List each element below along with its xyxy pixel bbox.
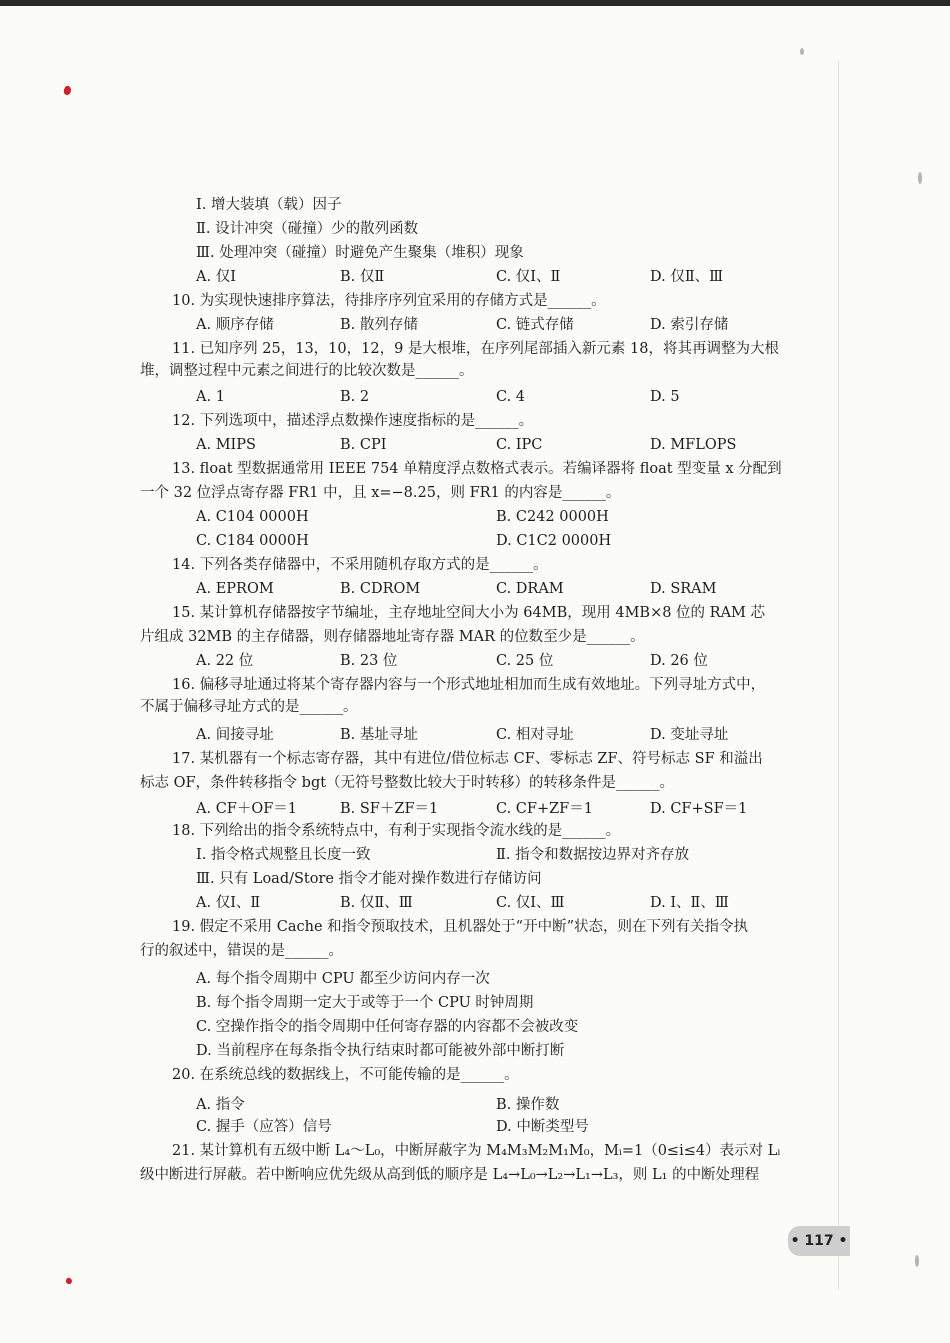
text-line: 13. float 型数据通常用 IEEE 754 单精度浮点数格式表示。若编译器将 float 型变量 x 分配到 bbox=[172, 461, 782, 477]
text-line: A. 仅Ⅰ bbox=[196, 269, 236, 285]
text-line: B. C242 0000H bbox=[496, 509, 609, 525]
text-line: B. SF＋ZF＝1 bbox=[340, 801, 439, 817]
page-number: • 117 • bbox=[788, 1226, 850, 1256]
text-line: Ⅱ. 设计冲突（碰撞）少的散列函数 bbox=[196, 221, 419, 237]
text-line: B. CPI bbox=[340, 437, 387, 453]
text-line: C. 25 位 bbox=[496, 653, 554, 669]
text-line: A. 每个指令周期中 CPU 都至少访问内存一次 bbox=[196, 971, 490, 987]
text-line: D. 26 位 bbox=[650, 653, 708, 669]
text-line: 14. 下列各类存储器中，不采用随机存取方式的是______。 bbox=[172, 557, 548, 573]
text-line: D. 中断类型号 bbox=[496, 1119, 589, 1135]
text-line: 16. 偏移寻址通过将某个寄存器内容与一个形式地址相加而生成有效地址。下列寻址方式中， bbox=[172, 677, 766, 693]
text-line: D. C1C2 0000H bbox=[496, 533, 612, 549]
text-line: A. 指令 bbox=[196, 1097, 245, 1113]
text-line: B. 基址寻址 bbox=[340, 727, 418, 743]
text-line: 20. 在系统总线的数据线上，不可能传输的是______。 bbox=[172, 1067, 519, 1083]
text-line: 堆，调整过程中元素之间进行的比较次数是______。 bbox=[140, 363, 474, 379]
text-line: D. 当前程序在每条指令执行结束时都可能被外部中断打断 bbox=[196, 1043, 565, 1059]
text-line: A. 间接寻址 bbox=[196, 727, 274, 743]
text-line: Ⅰ. 指令格式规整且长度一致 bbox=[196, 847, 371, 863]
text-line: D. 5 bbox=[650, 389, 680, 405]
text-line: B. 每个指令周期一定大于或等于一个 CPU 时钟周期 bbox=[196, 995, 534, 1011]
text-line: D. CF+SF＝1 bbox=[650, 801, 748, 817]
text-line: C. 握手（应答）信号 bbox=[196, 1119, 332, 1135]
text-line: A. MIPS bbox=[196, 437, 256, 453]
text-line: A. EPROM bbox=[196, 581, 274, 597]
text-line: 15. 某计算机存储器按字节编址，主存地址空间大小为 64MB，现用 4MB×8 位的 RAM 芯 bbox=[172, 605, 766, 621]
text-line: A. 1 bbox=[196, 389, 225, 405]
text-line: 19. 假定不采用 Cache 和指令预取技术，且机器处于“开中断”状态，则在下列有关指令执 bbox=[172, 919, 748, 935]
text-line: Ⅲ. 只有 Load/Store 指令才能对操作数进行存储访问 bbox=[196, 871, 542, 887]
text-line: B. 仅Ⅱ、Ⅲ bbox=[340, 895, 413, 911]
text-line: C. IPC bbox=[496, 437, 543, 453]
text-line: 不属于偏移寻址方式的是______。 bbox=[140, 699, 358, 715]
red-ink-mark bbox=[65, 1277, 73, 1285]
text-line: A. 22 位 bbox=[196, 653, 254, 669]
text-line: A. CF＋OF＝1 bbox=[196, 801, 298, 817]
text-line: D. 仅Ⅱ、Ⅲ bbox=[650, 269, 724, 285]
text-line: A. C104 0000H bbox=[196, 509, 309, 525]
text-line: B. 操作数 bbox=[496, 1097, 560, 1113]
scan-speck bbox=[800, 48, 804, 55]
text-line: 级中断进行屏蔽。若中断响应优先级从高到低的顺序是 L₄→L₀→L₂→L₁→L₃，则 L₁ 的中断处理程 bbox=[140, 1167, 760, 1183]
text-line: Ⅰ. 增大装填（载）因子 bbox=[196, 197, 342, 213]
text-line: D. Ⅰ、Ⅱ、Ⅲ bbox=[650, 895, 729, 911]
text-line: 片组成 32MB 的主存储器，则存储器地址寄存器 MAR 的位数至少是______。 bbox=[140, 629, 645, 645]
text-line: B. 散列存储 bbox=[340, 317, 418, 333]
text-line: D. 变址寻址 bbox=[650, 727, 729, 743]
text-line: 11. 已知序列 25，13，10，12，9 是大根堆，在序列尾部插入新元素 18，将其再调整为大根 bbox=[172, 341, 779, 357]
text-line: D. 索引存储 bbox=[650, 317, 729, 333]
page-edge-line bbox=[838, 60, 839, 1290]
text-line: A. 顺序存储 bbox=[196, 317, 274, 333]
text-line: C. 空操作指令的指令周期中任何寄存器的内容都不会被改变 bbox=[196, 1019, 579, 1035]
text-line: B. 2 bbox=[340, 389, 370, 405]
scan-speck bbox=[915, 1255, 919, 1267]
text-line: D. MFLOPS bbox=[650, 437, 737, 453]
text-line: D. SRAM bbox=[650, 581, 717, 597]
text-line: C. 4 bbox=[496, 389, 526, 405]
text-line: B. CDROM bbox=[340, 581, 421, 597]
text-line: 17. 某机器有一个标志寄存器，其中有进位/借位标志 CF、零标志 ZF、符号标志 SF 和溢出 bbox=[172, 751, 763, 767]
text-line: C. CF+ZF＝1 bbox=[496, 801, 593, 817]
text-line: B. 仅Ⅱ bbox=[340, 269, 385, 285]
text-line: 一个 32 位浮点寄存器 FR1 中，且 x=−8.25，则 FR1 的内容是______。 bbox=[140, 485, 621, 501]
scan-speck bbox=[918, 172, 922, 184]
text-line: C. 仅Ⅰ、Ⅲ bbox=[496, 895, 565, 911]
text-line: 12. 下列选项中，描述浮点数操作速度指标的是______。 bbox=[172, 413, 534, 429]
text-line: 18. 下列给出的指令系统特点中，有利于实现指令流水线的是______。 bbox=[172, 823, 621, 839]
text-line: C. C184 0000H bbox=[196, 533, 309, 549]
text-line: 21. 某计算机有五级中断 L₄～L₀，中断屏蔽字为 M₄M₃M₂M₁M₀，Mᵢ=1（0≤i≤4）表示对 Lᵢ bbox=[172, 1143, 781, 1159]
red-ink-mark bbox=[63, 85, 73, 96]
text-line: 10. 为实现快速排序算法，待排序序列宜采用的存储方式是______。 bbox=[172, 293, 606, 309]
text-line: 标志 OF，条件转移指令 bgt（无符号整数比较大于时转移）的转移条件是______。 bbox=[140, 775, 675, 791]
text-line: C. 相对寻址 bbox=[496, 727, 574, 743]
text-line: A. 仅Ⅰ、Ⅱ bbox=[196, 895, 261, 911]
text-line: 行的叙述中，错误的是______。 bbox=[140, 943, 343, 959]
text-line: C. 链式存储 bbox=[496, 317, 574, 333]
text-line: B. 23 位 bbox=[340, 653, 398, 669]
text-line: C. DRAM bbox=[496, 581, 564, 597]
text-line: C. 仅Ⅰ、Ⅱ bbox=[496, 269, 561, 285]
text-line: Ⅲ. 处理冲突（碰撞）时避免产生聚集（堆积）现象 bbox=[196, 245, 524, 261]
text-line: Ⅱ. 指令和数据按边界对齐存放 bbox=[496, 847, 690, 863]
scan-top-border bbox=[0, 0, 950, 6]
